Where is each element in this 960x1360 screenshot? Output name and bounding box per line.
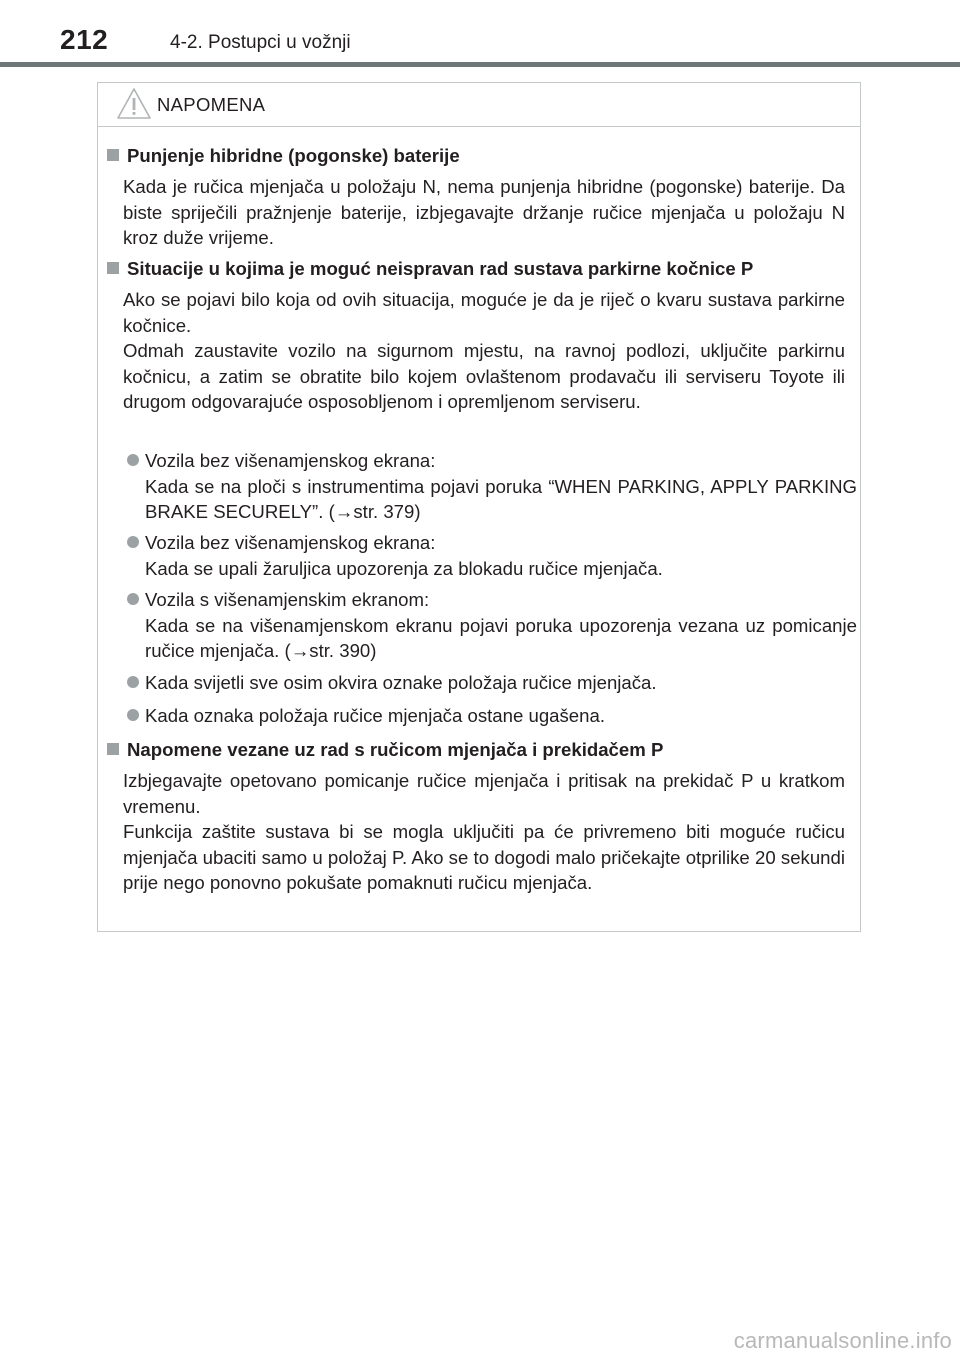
list-item-title: Vozila bez višenamjenskog ekrana: [145, 450, 436, 471]
square-bullet-icon [107, 743, 119, 755]
list-item-title: Vozila bez višenamjenskog ekrana: [145, 532, 436, 553]
list-item [127, 448, 857, 525]
circle-bullet-icon [127, 593, 139, 605]
watermark: carmanualsonline.info [733, 1328, 952, 1353]
page-header [0, 0, 960, 70]
circle-bullet-icon [127, 676, 139, 688]
topic-heading [107, 145, 460, 167]
page-number: 212 [60, 24, 109, 55]
notice-header [98, 83, 860, 127]
topic-heading [107, 258, 753, 280]
topic-paragraph: Funkcija zaštite sustava bi se mogla uključiti pa će privremeno biti moguće ručicu mjenjača ubaciti samo u položaj P. Ako se to dogodi malo pričekajte otprilike 20 sekundi prije nego ponovno pokušate pomaknuti ručicu mjenjača. [123, 821, 845, 893]
topic-paragraph: Ako se pojavi bilo koja od ovih situacija, moguće je da je riječ o kvaru sustava parkirne kočnice. [123, 289, 845, 336]
list-item [127, 530, 857, 581]
list-item [127, 587, 857, 664]
circle-bullet-icon [127, 454, 139, 466]
header-rule [0, 62, 960, 67]
list-item-title: Vozila s višenamjenskim ekranom: [145, 589, 430, 610]
circle-bullet-icon [127, 709, 139, 721]
notice-label: NAPOMENA [157, 94, 266, 115]
topic-paragraph: Kada je ručica mjenjača u položaju N, nema punjenja hibridne (pogonske) baterije. Da biste spriječili pražnjenje baterije, izbjegavajte držanje ručice mjenjača u položaju N kroz duže vrijeme. [123, 176, 845, 248]
square-bullet-icon [107, 262, 119, 274]
list-item-title: Kada svijetli sve osim okvira oznake položaja ručice mjenjača. [145, 672, 657, 693]
notice-box [97, 82, 861, 932]
list-item [127, 703, 857, 729]
topic-heading [107, 739, 663, 761]
list-item-detail: Kada se na ploči s instrumentima pojavi poruka “WHEN PARKING, APPLY PARKING BRAKE SECURELY”. (→str. 379) [145, 475, 857, 522]
topic-title: Napomene vezane uz rad s ručicom mjenjača i prekidačem P [127, 739, 664, 760]
circle-bullet-icon [127, 536, 139, 548]
section-title: 4-2. Postupci u vožnji [170, 32, 351, 53]
square-bullet-icon [107, 149, 119, 161]
topic-paragraph: Izbjegavajte opetovano pomicanje ručice mjenjača i pritisak na prekidač P u kratkom vremenu. [123, 770, 845, 817]
warning-triangle-icon [116, 87, 152, 120]
list-item-title: Kada oznaka položaja ručice mjenjača ostane ugašena. [145, 705, 605, 726]
list-item-detail: Kada se na višenamjenskom ekranu pojavi poruka upozorenja vezana uz pomicanje ručice mjenjača. (→str. 390) [145, 614, 857, 661]
topic-paragraph: Odmah zaustavite vozilo na sigurnom mjestu, na ravnoj podlozi, uključite parkirnu kočnicu, a zatim se obratite bilo kojem ovlaštenom prodavaču ili serviseru Toyote ili drugom odgovarajuće osposobljenom i opremljenom serviseru. [123, 340, 845, 412]
topic-title: Punjenje hibridne (pogonske) baterije [127, 145, 460, 166]
topic-title: Situacije u kojima je moguć neispravan rad sustava parkirne kočnice P [127, 258, 754, 279]
list-item [127, 670, 857, 696]
list-item-detail: Kada se upali žaruljica upozorenja za blokadu ručice mjenjača. [145, 557, 663, 579]
